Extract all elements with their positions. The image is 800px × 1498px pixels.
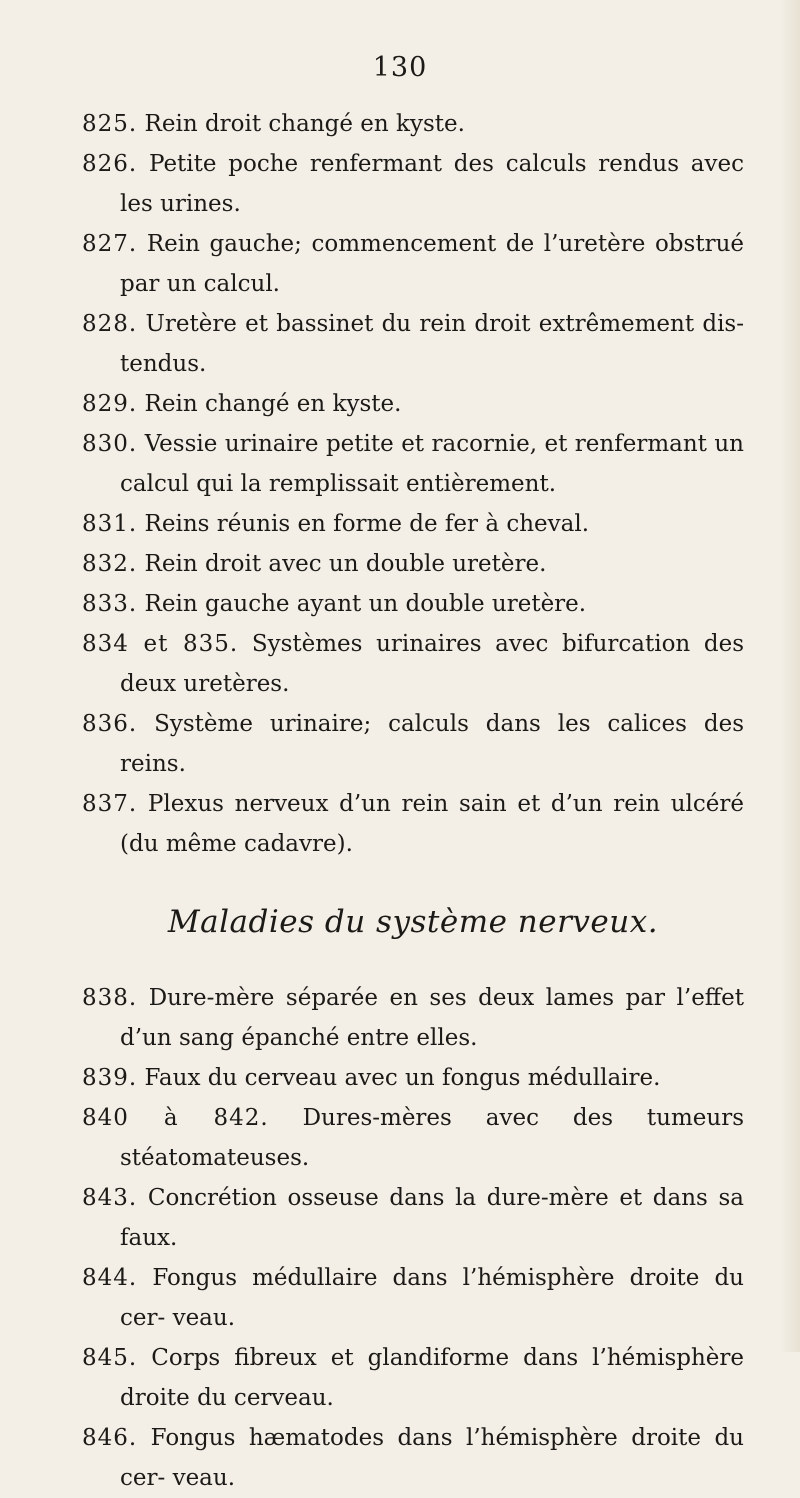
entry-text: Rein changé en kyste.	[144, 391, 402, 417]
catalogue-entry	[82, 424, 744, 504]
entry-number: 845.	[82, 1345, 138, 1371]
entry-number: 830.	[82, 431, 138, 457]
entry-text: Rein droit avec un double uretère.	[144, 551, 547, 577]
catalogue-entry	[82, 784, 744, 864]
entry-text: Rein droit changé en kyste.	[144, 111, 465, 137]
entry-text: Uretère et bassinet du rein droit extrêmement dis- tendus.	[120, 311, 744, 377]
catalogue-entry	[82, 384, 744, 424]
entry-text: Dure-mère séparée en ses deux lames par l’effet d’un sang épanché entre elles.	[120, 985, 745, 1051]
catalogue-entry	[82, 1258, 744, 1338]
entry-text: Concrétion osseuse dans la dure-mère et dans sa faux.	[120, 1185, 744, 1251]
entry-text: Reins réunis en forme de fer à cheval.	[144, 511, 590, 537]
entry-text: Fongus médullaire dans l’hémisphère droite du cer- veau.	[120, 1265, 744, 1331]
entry-number: 843.	[82, 1185, 138, 1211]
catalogue-entry	[82, 1178, 744, 1258]
catalogue-entry	[82, 144, 744, 224]
entry-text: Faux du cerveau avec un fongus médullaire.	[144, 1065, 661, 1091]
entry-text: Plexus nerveux d’un rein sain et d’un rein ulcéré (du même cadavre).	[120, 791, 744, 857]
catalogue-entries	[82, 104, 744, 1498]
entry-number: 846.	[82, 1425, 138, 1451]
entry-text: Fongus hæmatodes dans l’hémisphère droite du cer- veau.	[120, 1425, 744, 1491]
entry-number: 838.	[82, 985, 138, 1011]
catalogue-entry	[82, 624, 744, 704]
catalogue-entry	[82, 304, 744, 384]
entries-bottom-list	[82, 978, 744, 1498]
entry-number: 840 à 842.	[82, 1105, 269, 1131]
entry-text: Corps fibreux et glandiforme dans l’hémisphère droite du cerveau.	[120, 1345, 744, 1411]
catalogue-entry	[82, 1058, 744, 1098]
entry-number: 839.	[82, 1065, 138, 1091]
catalogue-entry	[82, 544, 744, 584]
entry-text: Systèmes urinaires avec bifurcation des deux uretères.	[120, 631, 745, 697]
entry-number: 834 et 835.	[82, 631, 239, 657]
entry-text: Dures-mères avec des tumeurs stéatomateuses.	[120, 1105, 745, 1171]
entry-text: Petite poche renfermant des calculs rendus avec les urines.	[120, 151, 745, 217]
entry-number: 829.	[82, 391, 138, 417]
entry-number: 844.	[82, 1265, 138, 1291]
entry-text: Rein gauche; commencement de l’uretère obstrué par un calcul.	[120, 231, 744, 297]
entry-number: 837.	[82, 791, 138, 817]
entry-number: 828.	[82, 311, 138, 337]
page-number: 130	[372, 52, 428, 83]
entries-top-list	[82, 104, 744, 864]
catalogue-entry	[82, 704, 744, 784]
catalogue-entry	[82, 224, 744, 304]
entry-number: 832.	[82, 551, 138, 577]
catalogue-entry	[82, 1418, 744, 1498]
entry-number: 831.	[82, 511, 138, 537]
entry-number: 833.	[82, 591, 138, 617]
catalogue-entry	[82, 978, 744, 1058]
entry-number: 836.	[82, 711, 138, 737]
catalogue-entry	[82, 104, 744, 144]
entry-text: Système urinaire; calculs dans les calices des reins.	[120, 711, 744, 777]
catalogue-entry	[82, 1338, 744, 1418]
page-edge-shadow	[780, 0, 800, 1352]
catalogue-entry	[82, 504, 744, 544]
catalogue-entry	[82, 584, 744, 624]
entry-text: Vessie urinaire petite et racornie, et renfermant un calcul qui la remplissait entièrement.	[120, 431, 744, 497]
section-title: Maladies du système nerveux.	[167, 904, 659, 940]
entry-number: 827.	[82, 231, 138, 257]
entry-number: 825.	[82, 111, 138, 137]
catalogue-entry	[82, 1098, 744, 1178]
entry-number: 826.	[82, 151, 138, 177]
entry-text: Rein gauche ayant un double uretère.	[144, 591, 587, 617]
